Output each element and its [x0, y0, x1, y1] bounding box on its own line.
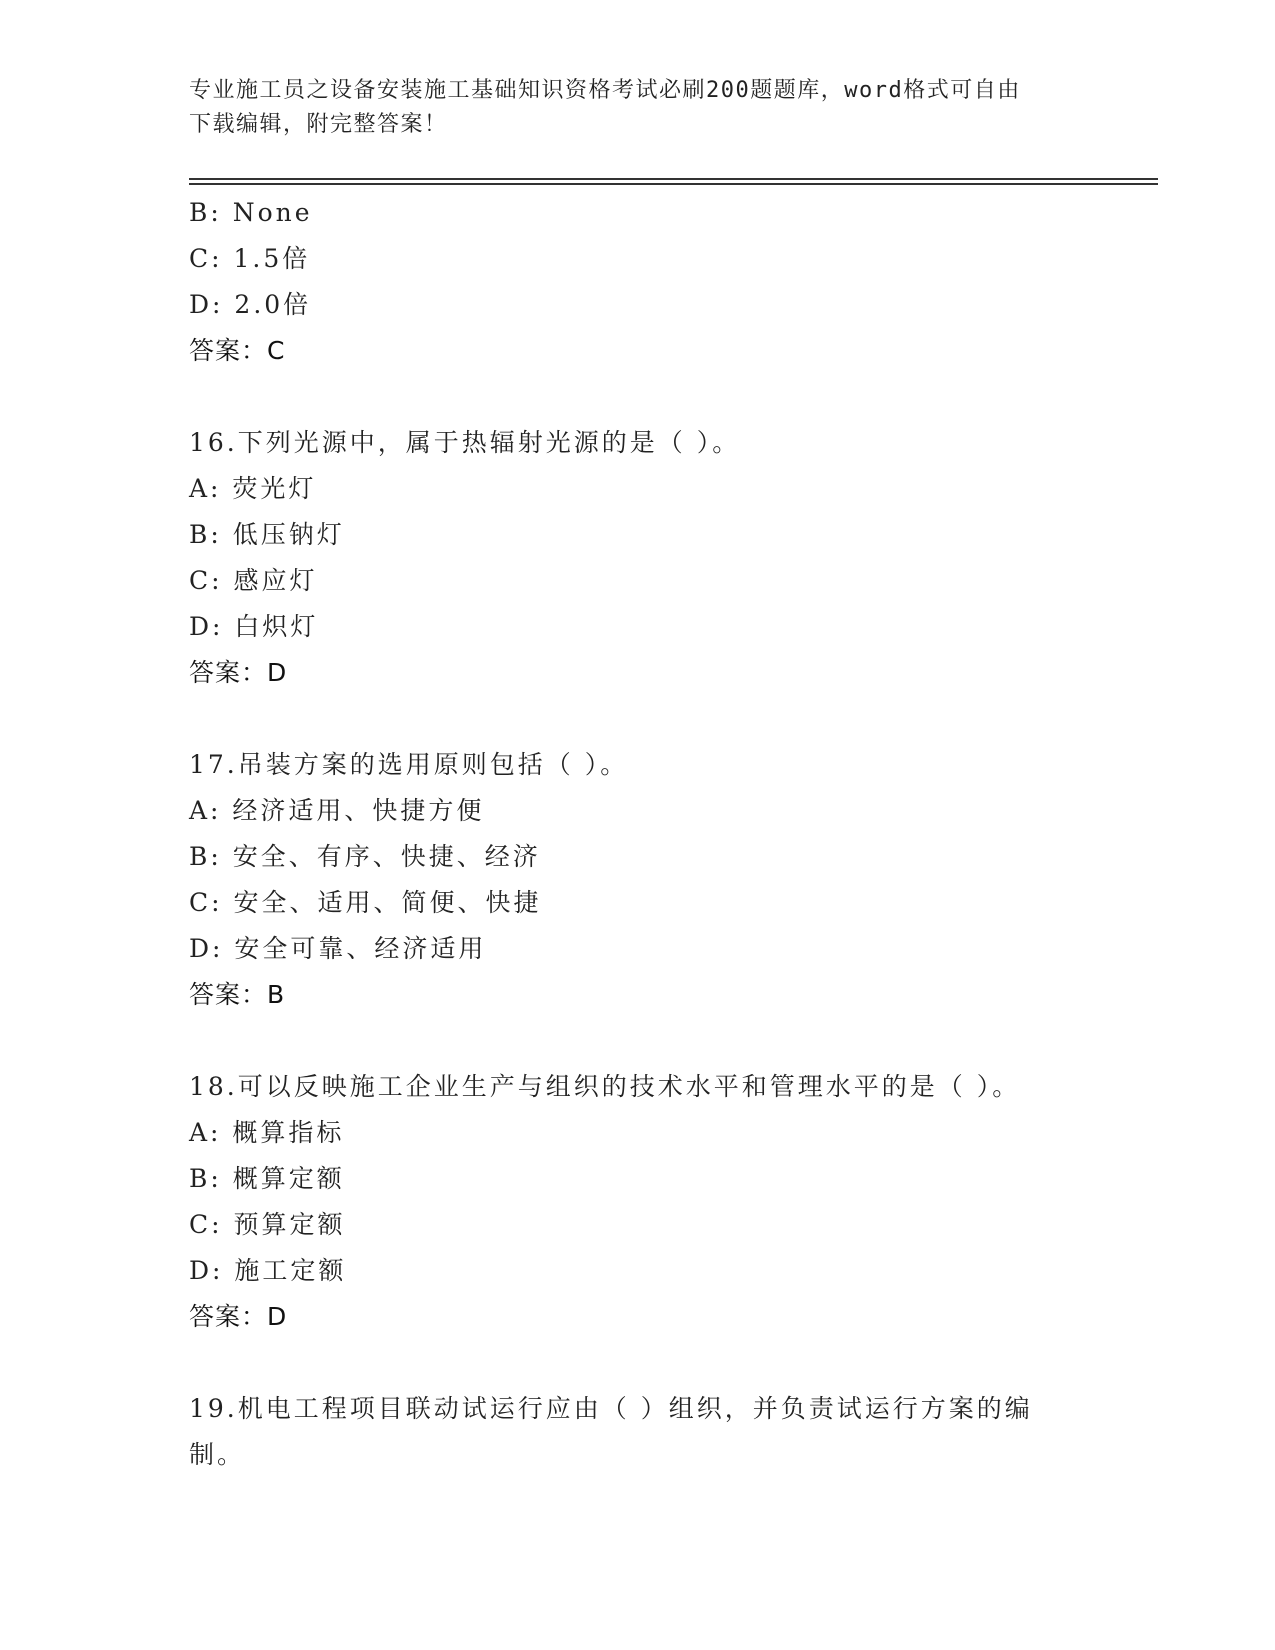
option-a: A: 概算指标	[189, 1118, 345, 1147]
question-block-16	[189, 420, 1089, 696]
header-divider-top	[189, 178, 1158, 180]
question-block-18	[189, 1064, 1089, 1340]
question-stem: 18.可以反映施工企业生产与组织的技术水平和管理水平的是（ ）。	[189, 1072, 1021, 1101]
option-b: B: 概算定额	[189, 1164, 345, 1193]
option-d: D: 施工定额	[189, 1256, 347, 1285]
option-b: B: 低压钠灯	[189, 520, 345, 549]
question-block-17	[189, 742, 1089, 1018]
option-d: D: 白炽灯	[189, 612, 319, 641]
option-a: A: 经济适用、快捷方便	[189, 796, 485, 825]
question-stem: 16.下列光源中，属于热辐射光源的是（ ）。	[189, 428, 741, 457]
question-stem: 17.吊装方案的选用原则包括（ ）。	[189, 750, 629, 779]
question-block-prev	[189, 190, 1089, 374]
spacer	[189, 1018, 1089, 1064]
document-header	[189, 74, 1089, 142]
answer: 答案：D	[189, 1302, 288, 1331]
spacer	[189, 374, 1089, 420]
option-d: D: 2.0倍	[189, 290, 312, 319]
header-divider-bottom	[189, 183, 1158, 185]
answer: 答案：C	[189, 336, 286, 365]
header-title-line-1: 专业施工员之设备安装施工基础知识资格考试必刷200题题库，word格式可自由	[189, 78, 1021, 103]
option-b: B: 安全、有序、快捷、经济	[189, 842, 541, 871]
option-c: C: 感应灯	[189, 566, 318, 595]
option-c: C: 预算定额	[189, 1210, 346, 1239]
option-b: B: None	[189, 198, 313, 227]
option-a: A: 荧光灯	[189, 474, 317, 503]
spacer	[189, 1340, 1089, 1386]
option-d: D: 安全可靠、经济适用	[189, 934, 487, 963]
answer: 答案：D	[189, 658, 288, 687]
option-c: C: 安全、适用、简便、快捷	[189, 888, 542, 917]
header-title-line-2: 下载编辑，附完整答案！	[189, 112, 448, 137]
answer: 答案：B	[189, 980, 286, 1009]
question-block-19	[189, 1386, 1089, 1478]
question-stem-line-2: 制。	[189, 1440, 246, 1469]
option-c: C: 1.5倍	[189, 244, 311, 273]
spacer	[189, 696, 1089, 742]
question-stem-line-1: 19.机电工程项目联动试运行应由（ ）组织，并负责试运行方案的编	[189, 1394, 1033, 1423]
question-list	[189, 190, 1089, 1478]
